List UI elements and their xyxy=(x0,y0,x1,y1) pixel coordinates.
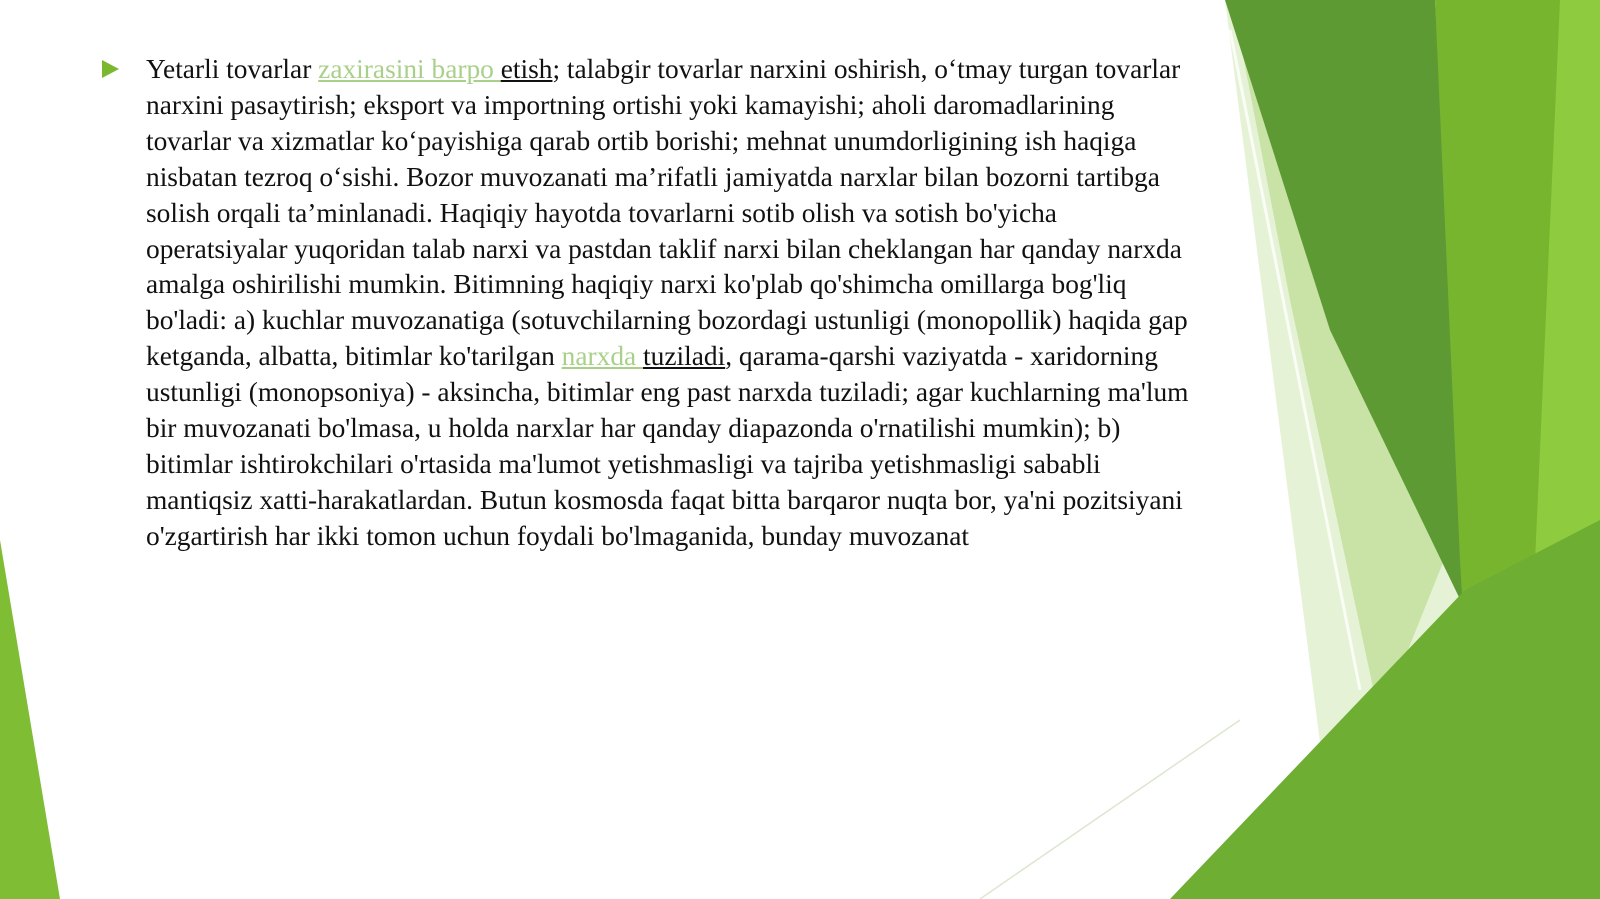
body-paragraph xyxy=(146,52,1200,555)
link-zaxirasini-barpo[interactable]: zaxirasini barpo xyxy=(318,54,501,84)
left-edge-shape xyxy=(0,540,60,899)
triangle-right-icon xyxy=(102,60,119,78)
text-segment-3: , qarama-qarshi vaziyatda - xaridorning ustunligi (monopsoniya) - aksincha, bitimlar eng past narxda tuziladi; agar kuchlarning ma'lum bir muvozanati bo'lmasa, u holda narxlar har qanday diapazonda o'rnatilishi mumkin); b) bitimlar ishtirokchilari o'rtasida ma'lumot yetishmasligi va tajriba yetishmasligi sababli mantiqsiz xatti-harakatlardan. Butun kosmosda faqat bitta barqaror nuqta bor, ya'ni pozitsiyani o'zgartirish har ikki tomon uchun foydali bo'lmaganida, bunday muvozanat xyxy=(146,341,1189,551)
text-segment-2: ; talabgir tovarlar narxini oshirish, o‘tmay turgan tovarlar narxini pasaytirish; eksport va importning ortishi yoki kamayishi; aholi daromadlarining tovarlar va xizmatlar ko‘payishiga qarab ortib borishi; mehnat unumdorligining ish haqiga nisbatan tezroq o‘sishi. Bozor muvozanati ma’rifatli jamiyatda narxlar bilan bozorni tartibga solish orqali ta’minlanadi. Haqiqiy hayotda tovarlarni sotib olish va sotish bo'yicha operatsiyalar yuqoridan talab narxi va pastdan taklif narxi bilan cheklangan har qanday narxda amalga oshirilishi mumkin. Bitimning haqiqiy narxi ko'plab qo'shimcha omillarga bog'liq bo'ladi: a) kuchlar muvozanatiga (sotuvchilarning bozordagi ustunligi (monopollik) haqida gap ketganda, albatta, bitimlar ko'tarilgan xyxy=(146,54,1188,372)
link-tuziladi[interactable]: tuziladi xyxy=(643,341,726,372)
text-segment-1: Yetarli tovarlar xyxy=(146,54,319,84)
link-narxda[interactable]: narxda xyxy=(561,341,644,372)
slide-content xyxy=(100,52,1200,555)
link-etish[interactable]: etish xyxy=(500,54,553,84)
